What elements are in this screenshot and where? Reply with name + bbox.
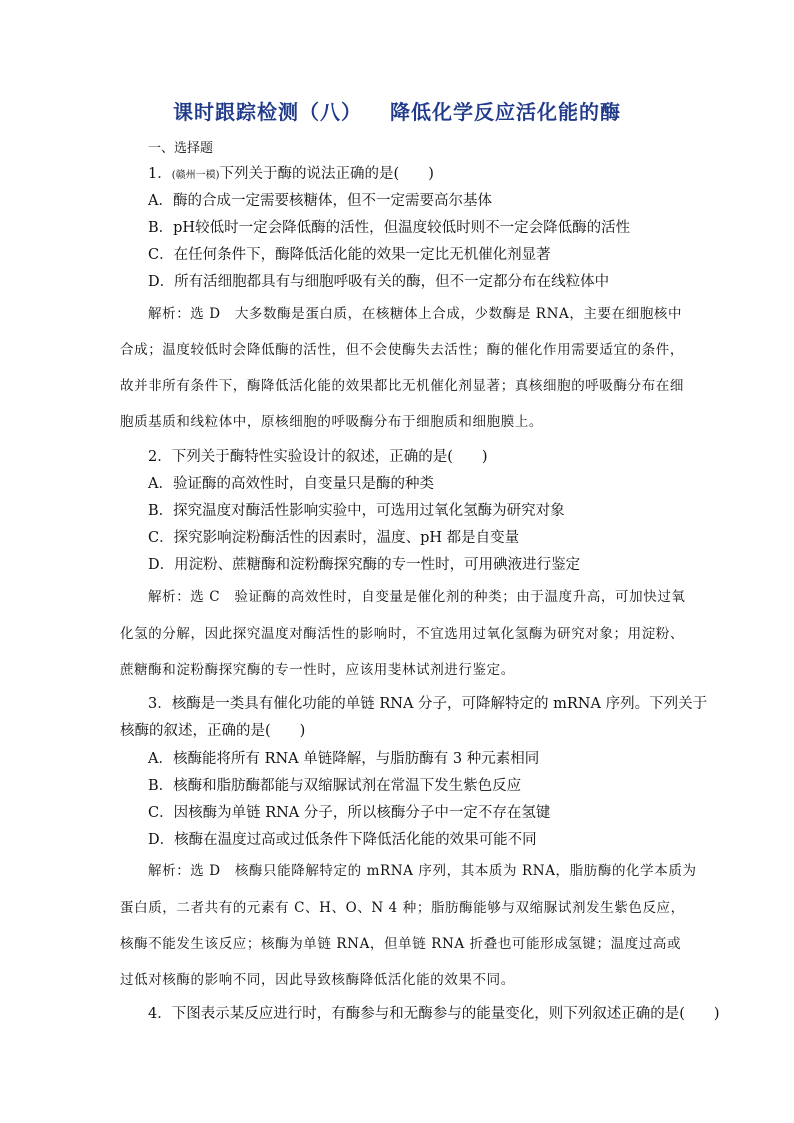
question-3-number: 3． [148, 696, 172, 712]
question-4-number: 4． [148, 1006, 172, 1022]
question-1-option-a: A．酶的合成一定需要核糖体，但不一定需要高尔基体 [148, 193, 492, 209]
question-4-text: 下图表示某反应进行时，有酶参与和无酶参与的能量变化，则下列叙述正确的是( ) [171, 1006, 720, 1022]
question-3-analysis-line: 解析：选 D 核酶只能降解特定的 mRNA 序列，其本质为 RNA，脂肪酶的化学本质为 [148, 863, 697, 879]
question-2-analysis-line: 解析：选 C 验证酶的高效性时，自变量是催化剂的种类；由于温度升高，可加快过氧 [148, 589, 686, 605]
question-3-analysis-line: 核酶不能发生该反应；核酶为单链 RNA，但单链 RNA 折叠也可能形成氢键；温度过高或 [120, 936, 682, 952]
question-3-analysis-line: 蛋白质，二者共有的元素有 C、H、O、N 4 种；脂肪酶能够与双缩脲试剂发生紫色反应， [120, 900, 685, 916]
question-1-option-d: D．所有活细胞都具有与细胞呼吸有关的酶，但不一定都分布在线粒体中 [148, 274, 610, 290]
question-3-analysis-line: 过低对核酶的影响不同，因此导致核酶降低活化能的效果不同。 [120, 972, 515, 988]
question-2-number: 2． [148, 449, 172, 465]
question-1-analysis-line: 胞质基质和线粒体中，原核细胞的呼吸酶分布于细胞质和细胞膜上。 [120, 414, 543, 430]
question-2-analysis-line: 蔗糖酶和淀粉酶探究酶的专一性时，应该用斐林试剂进行鉴定。 [120, 662, 515, 678]
question-3-stem [148, 692, 707, 713]
question-3-stem-continued: 核酶的叙述，正确的是( ) [120, 723, 306, 739]
section-heading: 一、选择题 [148, 141, 214, 156]
question-1-text: 下列关于酶的说法正确的是( ) [219, 166, 434, 182]
question-2-option-a: A．验证酶的高效性时，自变量只是酶的种类 [148, 476, 434, 492]
title-part-1: 课时跟踪检测（八） [173, 100, 362, 124]
question-1-source: (赣州一模) [171, 170, 220, 181]
question-2-text: 下列关于酶特性实验设计的叙述，正确的是( ) [171, 449, 488, 465]
question-2-analysis-line: 化氢的分解，因此探究温度对酶活性的影响时，不宜选用过氧化氢酶为研究对象；用淀粉、 [120, 626, 684, 642]
question-3-option-d: D．核酶在温度过高或过低条件下降低活化能的效果可能不同 [148, 832, 537, 848]
question-2-stem [148, 445, 488, 466]
question-3-text: 核酶是一类具有催化功能的单链 RNA 分子，可降解特定的 mRNA 序列。下列关于 [171, 696, 708, 712]
question-1-number: 1． [148, 166, 172, 182]
question-2-option-b: B．探究温度对酶活性影响实验中，可选用过氧化氢酶为研究对象 [148, 503, 565, 519]
title-part-2: 降低化学反应活化能的酶 [390, 100, 621, 124]
question-1-option-b: B．pH较低时一定会降低酶的活性，但温度较低时则不一定会降低酶的活性 [148, 220, 631, 236]
question-1-option-c: C．在任何条件下，酶降低活化能的效果一定比无机催化剂显著 [148, 247, 551, 263]
question-3-option-c: C．因核酶为单链 RNA 分子，所以核酶分子中一定不存在氢键 [148, 805, 551, 821]
page-title [0, 96, 794, 125]
question-1-analysis-line: 合成；温度较低时会降低酶的活性，但不会使酶失去活性；酶的催化作用需要适宜的条件， [120, 342, 684, 358]
question-4-stem [148, 1002, 720, 1023]
question-1-analysis-line: 故并非所有条件下，酶降低活化能的效果都比无机催化剂显著；真核细胞的呼吸酶分布在细 [120, 378, 684, 394]
question-2-option-d: D．用淀粉、蔗糖酶和淀粉酶探究酶的专一性时，可用碘液进行鉴定 [148, 557, 581, 573]
question-2-option-c: C．探究影响淀粉酶活性的因素时，温度、pH 都是自变量 [148, 530, 520, 546]
question-3-option-a: A．核酶能将所有 RNA 单链降解，与脂肪酶有 3 种元素相同 [148, 751, 540, 767]
question-1-analysis-line: 解析：选 D 大多数酶是蛋白质，在核糖体上合成，少数酶是 RNA，主要在细胞核中 [148, 306, 683, 322]
question-1-stem [148, 162, 434, 183]
question-3-option-b: B．核酶和脂肪酶都能与双缩脲试剂在常温下发生紫色反应 [148, 778, 522, 794]
